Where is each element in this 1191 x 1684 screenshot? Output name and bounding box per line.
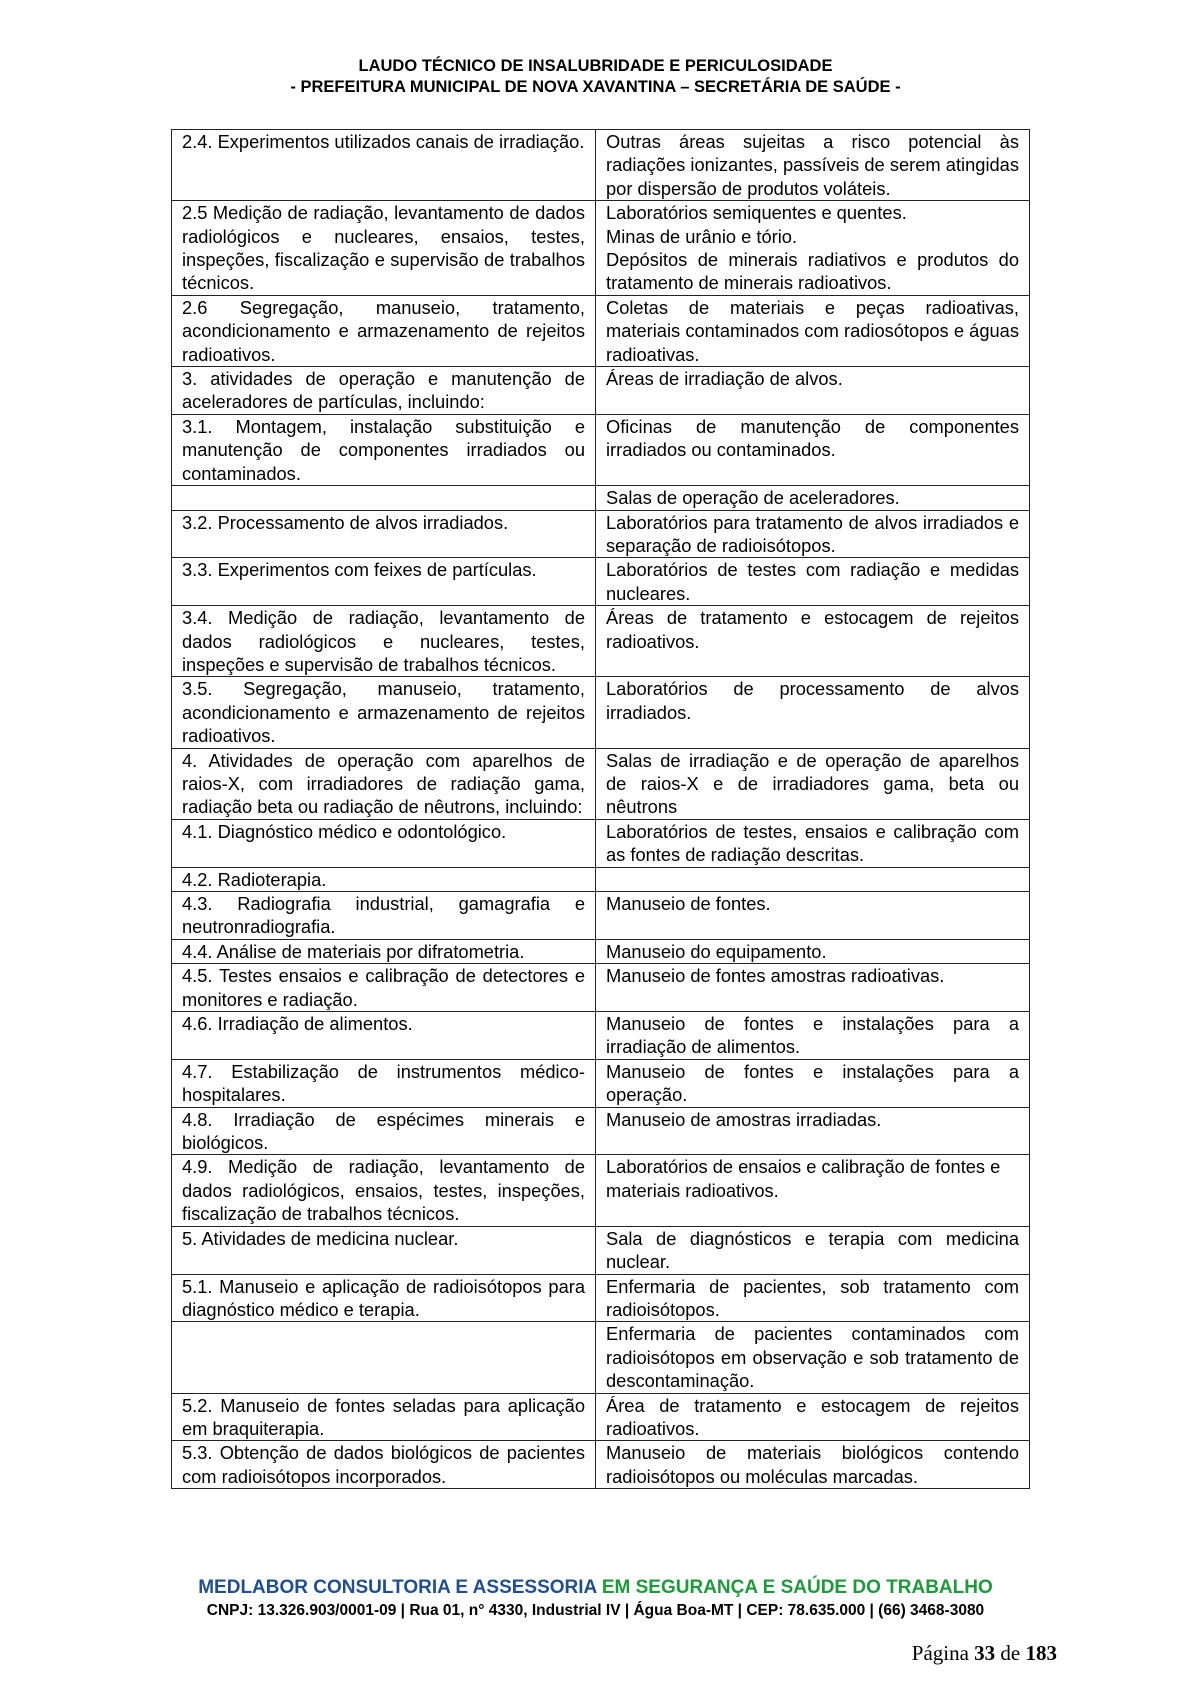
table-row: [172, 748, 1030, 819]
area-cell: [596, 1155, 1030, 1226]
table-row: [172, 606, 1030, 677]
activity-cell: 4.6. Irradiação de alimentos.: [172, 1012, 596, 1060]
header-title: LAUDO TÉCNICO DE INSALUBRIDADE E PERICULOSIDADE: [358, 57, 833, 75]
activity-cell: 4.5. Testes ensaios e calibração de detectores e monitores e radiação.: [172, 964, 596, 1012]
activities-table: [171, 129, 1030, 1489]
activity-cell: 4.4. Análise de materiais por difratometria.: [172, 939, 596, 963]
activity-cell: 3.5. Segregação, manuseio, tratamento, acondicionamento e armazenamento de rejeitos radioativos.: [172, 677, 596, 748]
table-row: [172, 1155, 1030, 1226]
area-line: Depósitos de minerais radiativos e produtos do tratamento de minerais radioativos.: [606, 249, 1019, 294]
table-row: [172, 1012, 1030, 1060]
table-row: [172, 1274, 1030, 1322]
table-row: [172, 1107, 1030, 1155]
activity-cell: [172, 1322, 596, 1393]
area-cell: [596, 867, 1030, 891]
area-cell: Manuseio de fontes e instalações para a irradiação de alimentos.: [596, 1012, 1030, 1060]
area-cell: Outras áreas sujeitas a risco potencial às radiações ionizantes, passíveis de serem atingidas por dispersão de produtos voláteis.: [596, 130, 1030, 201]
footer-address: CNPJ: 13.326.903/0001-09 | Rua 01, n° 4330, Industrial IV | Água Boa-MT | CEP: 78.635.000 | (66) 3468-3080: [206, 1602, 985, 1619]
table-row: [172, 867, 1030, 891]
activity-cell: 3.3. Experimentos com feixes de partículas.: [172, 558, 596, 606]
area-cell: Laboratórios de testes, ensaios e calibração com as fontes de radiação descritas.: [596, 819, 1030, 867]
area-cell: Enfermaria de pacientes, sob tratamento com radioisótopos.: [596, 1274, 1030, 1322]
area-cell: Áreas de tratamento e estocagem de rejeitos radioativos.: [596, 606, 1030, 677]
activity-cell: 5. Atividades de medicina nuclear.: [172, 1226, 596, 1274]
area-line: Minas de urânio e tório.: [606, 225, 798, 247]
area-cell: Manuseio de fontes amostras radioativas.: [596, 964, 1030, 1012]
activity-cell: 4.7. Estabilização de instrumentos médico-hospitalares.: [172, 1059, 596, 1107]
table-row: [172, 819, 1030, 867]
table-row: [172, 1322, 1030, 1393]
area-cell: Laboratórios de processamento de alvos irradiados.: [596, 677, 1030, 748]
area-cell: Sala de diagnósticos e terapia com medicina nuclear.: [596, 1226, 1030, 1274]
activity-cell: 4.2. Radioterapia.: [172, 867, 596, 891]
table-row: [172, 367, 1030, 415]
area-line: Laboratórios de ensaios e calibração de fontes e: [606, 1156, 1001, 1178]
table-row: [172, 964, 1030, 1012]
table-row: [172, 939, 1030, 963]
table-row: [172, 1059, 1030, 1107]
table-row: [172, 295, 1030, 366]
area-cell: Área de tratamento e estocagem de rejeitos radioativos.: [596, 1393, 1030, 1441]
area-cell: Laboratórios para tratamento de alvos irradiados e separação de radioisótopos.: [596, 510, 1030, 558]
table-row: [172, 510, 1030, 558]
table-row: [172, 677, 1030, 748]
activity-cell: 3.2. Processamento de alvos irradiados.: [172, 510, 596, 558]
page-number: [912, 1640, 1057, 1666]
table-row: [172, 414, 1030, 485]
area-cell: Coletas de materiais e peças radioativas, materiais contaminados com radiosótopos e águas radioativas.: [596, 295, 1030, 366]
activity-cell: 4.1. Diagnóstico médico e odontológico.: [172, 819, 596, 867]
activity-cell: 3. atividades de operação e manutenção de aceleradores de partículas, incluindo:: [172, 367, 596, 415]
footer-company: [0, 1576, 1191, 1600]
table-row: [172, 130, 1030, 201]
table-row: [172, 1441, 1030, 1489]
activity-cell: 2.5 Medição de radiação, levantamento de dados radiológicos e nucleares, ensaios, testes, inspeções, fiscalização e supervisão de trabalhos técnicos.: [172, 201, 596, 296]
activity-cell: 5.2. Manuseio de fontes seladas para aplicação em braquiterapia.: [172, 1393, 596, 1441]
table-row: [172, 1226, 1030, 1274]
activity-cell: 3.1. Montagem, instalação substituição e manutenção de componentes irradiados ou contaminados.: [172, 414, 596, 485]
activity-cell: 5.3. Obtenção de dados biológicos de pacientes com radioisótopos incorporados.: [172, 1441, 596, 1489]
area-line: Laboratórios semiquentes e quentes.: [606, 202, 907, 224]
area-cell: Manuseio de amostras irradiadas.: [596, 1107, 1030, 1155]
area-cell: Salas de operação de aceleradores.: [596, 486, 1030, 510]
activity-cell: 4.8. Irradiação de espécimes minerais e biológicos.: [172, 1107, 596, 1155]
activity-cell: 2.4. Experimentos utilizados canais de irradiação.: [172, 130, 596, 201]
area-line: materiais radioativos.: [606, 1179, 779, 1201]
page-separator: de: [995, 1641, 1026, 1665]
area-cell: Enfermaria de pacientes contaminados com radioisótopos em observação e sob tratamento de descontaminação.: [596, 1322, 1030, 1393]
area-cell: Manuseio de materiais biológicos contendo radioisótopos ou moléculas marcadas.: [596, 1441, 1030, 1489]
footer-company-name: MEDLABOR CONSULTORIA E ASSESSORIA: [198, 1577, 602, 1598]
header-subtitle: - PREFEITURA MUNICIPAL DE NOVA XAVANTINA – SECRETÁRIA DE SAÚDE -: [290, 78, 901, 96]
area-cell: Manuseio de fontes.: [596, 892, 1030, 940]
document-footer: [0, 1576, 1191, 1622]
page-prefix: Página: [911, 1641, 975, 1665]
page-current: 33: [974, 1641, 996, 1665]
activity-cell: 4. Atividades de operação com aparelhos de raios-X, com irradiadores de radiação gama, radiação beta ou radiação de nêutrons, incluindo:: [172, 748, 596, 819]
table-body: [172, 130, 1030, 1489]
activity-cell: 3.4. Medição de radiação, levantamento de dados radiológicos e nucleares, testes, inspeções e supervisão de trabalhos técnicos.: [172, 606, 596, 677]
area-cell: Laboratórios de testes com radiação e medidas nucleares.: [596, 558, 1030, 606]
area-cell: Oficinas de manutenção de componentes irradiados ou contaminados.: [596, 414, 1030, 485]
area-cell: Manuseio de fontes e instalações para a operação.: [596, 1059, 1030, 1107]
table-row: [172, 486, 1030, 510]
table-row: [172, 1393, 1030, 1441]
activity-cell: [172, 486, 596, 510]
table-row: [172, 892, 1030, 940]
table-row: [172, 558, 1030, 606]
area-cell: Áreas de irradiação de alvos.: [596, 367, 1030, 415]
table-row: [172, 201, 1030, 296]
area-cell: Salas de irradiação e de operação de aparelhos de raios-X e de irradiadores gama, beta ou nêutrons: [596, 748, 1030, 819]
document-header: [0, 56, 1191, 98]
activity-cell: 2.6 Segregação, manuseio, tratamento, acondicionamento e armazenamento de rejeitos radioativos.: [172, 295, 596, 366]
activity-cell: 5.1. Manuseio e aplicação de radioisótopos para diagnóstico médico e terapia.: [172, 1274, 596, 1322]
activity-cell: 4.9. Medição de radiação, levantamento de dados radiológicos, ensaios, testes, inspeções, fiscalização de trabalhos técnicos.: [172, 1155, 596, 1226]
footer-company-specialty: EM SEGURANÇA E SAÚDE DO TRABALHO: [601, 1577, 993, 1598]
activity-cell: 4.3. Radiografia industrial, gamagrafia e neutronradiografia.: [172, 892, 596, 940]
area-cell: Manuseio do equipamento.: [596, 939, 1030, 963]
page-total: 183: [1025, 1641, 1057, 1665]
area-cell: [596, 201, 1030, 296]
